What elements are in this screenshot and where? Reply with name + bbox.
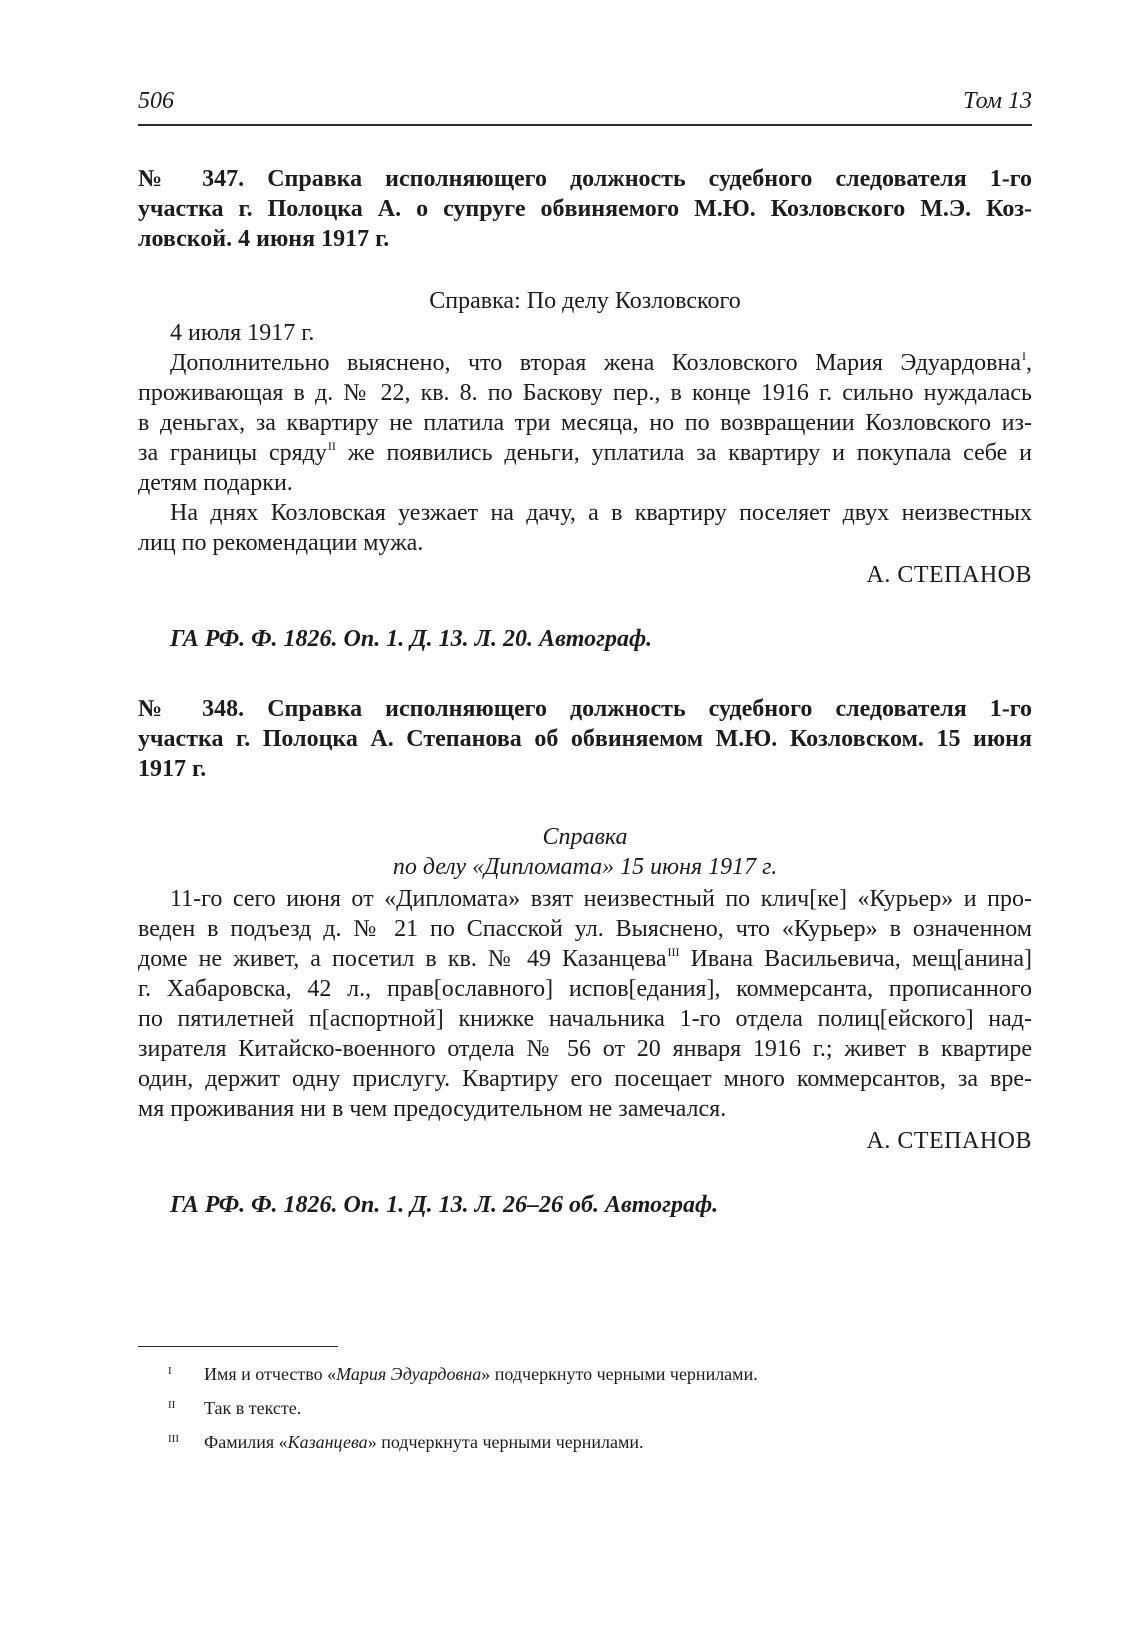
title-line: 1917 г. (138, 756, 207, 782)
footnotes (138, 1346, 1032, 1465)
doc-348-text (138, 884, 1032, 1124)
footnote-ref[interactable]: II (327, 439, 336, 453)
footnote-mark: III (168, 1433, 179, 1445)
running-head (138, 86, 1032, 126)
text-line: лиц по рекомендации мужа. (138, 530, 424, 556)
footnote-mark: II (168, 1399, 176, 1411)
text-line: один, держит одну прислугу. Квартиру его посещает много коммерсантов, за вре- (138, 1066, 1032, 1092)
title-line: участка г. Полоцка А. о супруге обвиняемого М.Ю. Козловского М.Э. Коз- (138, 196, 1032, 222)
title-line: № 347. Справка исполняющего должность судебного следователя 1-го (138, 166, 1032, 192)
text-line: веден в подъезд д. № 21 по Спасской ул. Выяснено, что «Курьер» в означенном (138, 916, 1032, 942)
page-number: 506 (138, 88, 174, 114)
footnote-mark: I (168, 1365, 172, 1377)
text-line: проживающая в д. № 22, кв. 8. по Баскову пер., в конце 1916 г. сильно нуждалась (138, 380, 1032, 406)
page-body (138, 86, 1032, 1220)
footnote-text: Фамилия «Казанцева» подчеркнута черными чернилами. (204, 1432, 644, 1452)
volume-label: Том 13 (963, 88, 1032, 114)
text-line: в деньгах, за квартиру не платила три месяца, но по возвращении Козловского из- (138, 410, 1032, 436)
doc-348-heading: Справка (542, 824, 628, 850)
doc-348-title (138, 694, 1032, 784)
footnote-text: Имя и отчество «Мария Эдуардовна» подчеркнуто черными чернилами. (204, 1364, 758, 1384)
text-line: по пятилетней п[аспортной] книжке начальника 1-го отдела полиц[ейского] над- (138, 1006, 1032, 1032)
text-line: г. Хабаровска, 42 л., прав[ославного] испов[едания], коммерсанта, прописанного (138, 976, 1032, 1002)
signature: А. СТЕПАНОВ (866, 562, 1032, 588)
title-line: ловской. 4 июня 1917 г. (138, 226, 390, 252)
text-line: за границы сряду$^{II}$ же появились деньги, уплатила за квартиру и покупала себе и (138, 439, 1032, 466)
footnote-item (138, 1431, 1032, 1453)
doc-347-title (138, 164, 1032, 254)
doc-348-subheading: по делу «Дипломата» 15 июня 1917 г. (392, 854, 778, 880)
footnote-text: Так в тексте. (204, 1398, 302, 1418)
footnote-divider (138, 1346, 338, 1347)
text-line: мя проживания ни в чем предосудительном не замечался. (138, 1096, 727, 1122)
footnote-ref[interactable]: III (667, 945, 680, 959)
archive-reference: ГА РФ. Ф. 1826. Оп. 1. Д. 13. Л. 26–26 об. Автограф. (170, 1192, 719, 1218)
footnote-item (138, 1363, 1032, 1385)
archive-reference: ГА РФ. Ф. 1826. Оп. 1. Д. 13. Л. 20. Автограф. (170, 626, 653, 652)
text-line: зирателя Китайско-военного отдела № 56 от 20 января 1916 г.; живет в квартире (138, 1036, 1032, 1062)
title-line: № 348. Справка исполняющего должность судебного следователя 1-го (138, 696, 1032, 722)
doc-347-text (138, 318, 1032, 558)
text-line: доме не живет, а посетил в кв. № 49 Казанцева$^{III}$ Ивана Васильевича, мещ[анина] (138, 945, 1033, 972)
signature: А. СТЕПАНОВ (866, 1128, 1032, 1154)
text-line: детям подарки. (138, 470, 293, 496)
footnote-ref[interactable]: I (1022, 349, 1026, 363)
title-line: участка г. Полоцка А. Степанова об обвиняемом М.Ю. Козловском. 15 июня (138, 726, 1032, 752)
text-line: 11-го сего июня от «Дипломата» взят неизвестный по клич[ке] «Курьер» и про- (170, 886, 1032, 912)
date-line: 4 июля 1917 г. (170, 320, 315, 346)
doc-347-heading: Справка: По делу Козловского (429, 288, 741, 314)
text-line: Дополнительно выяснено, что вторая жена Козловского Мария Эдуардовна$^I$, (170, 349, 1032, 376)
footnote-item (138, 1397, 1032, 1419)
text-line: На днях Козловская уезжает на дачу, а в квартиру поселяет двух неизвестных (170, 500, 1032, 526)
